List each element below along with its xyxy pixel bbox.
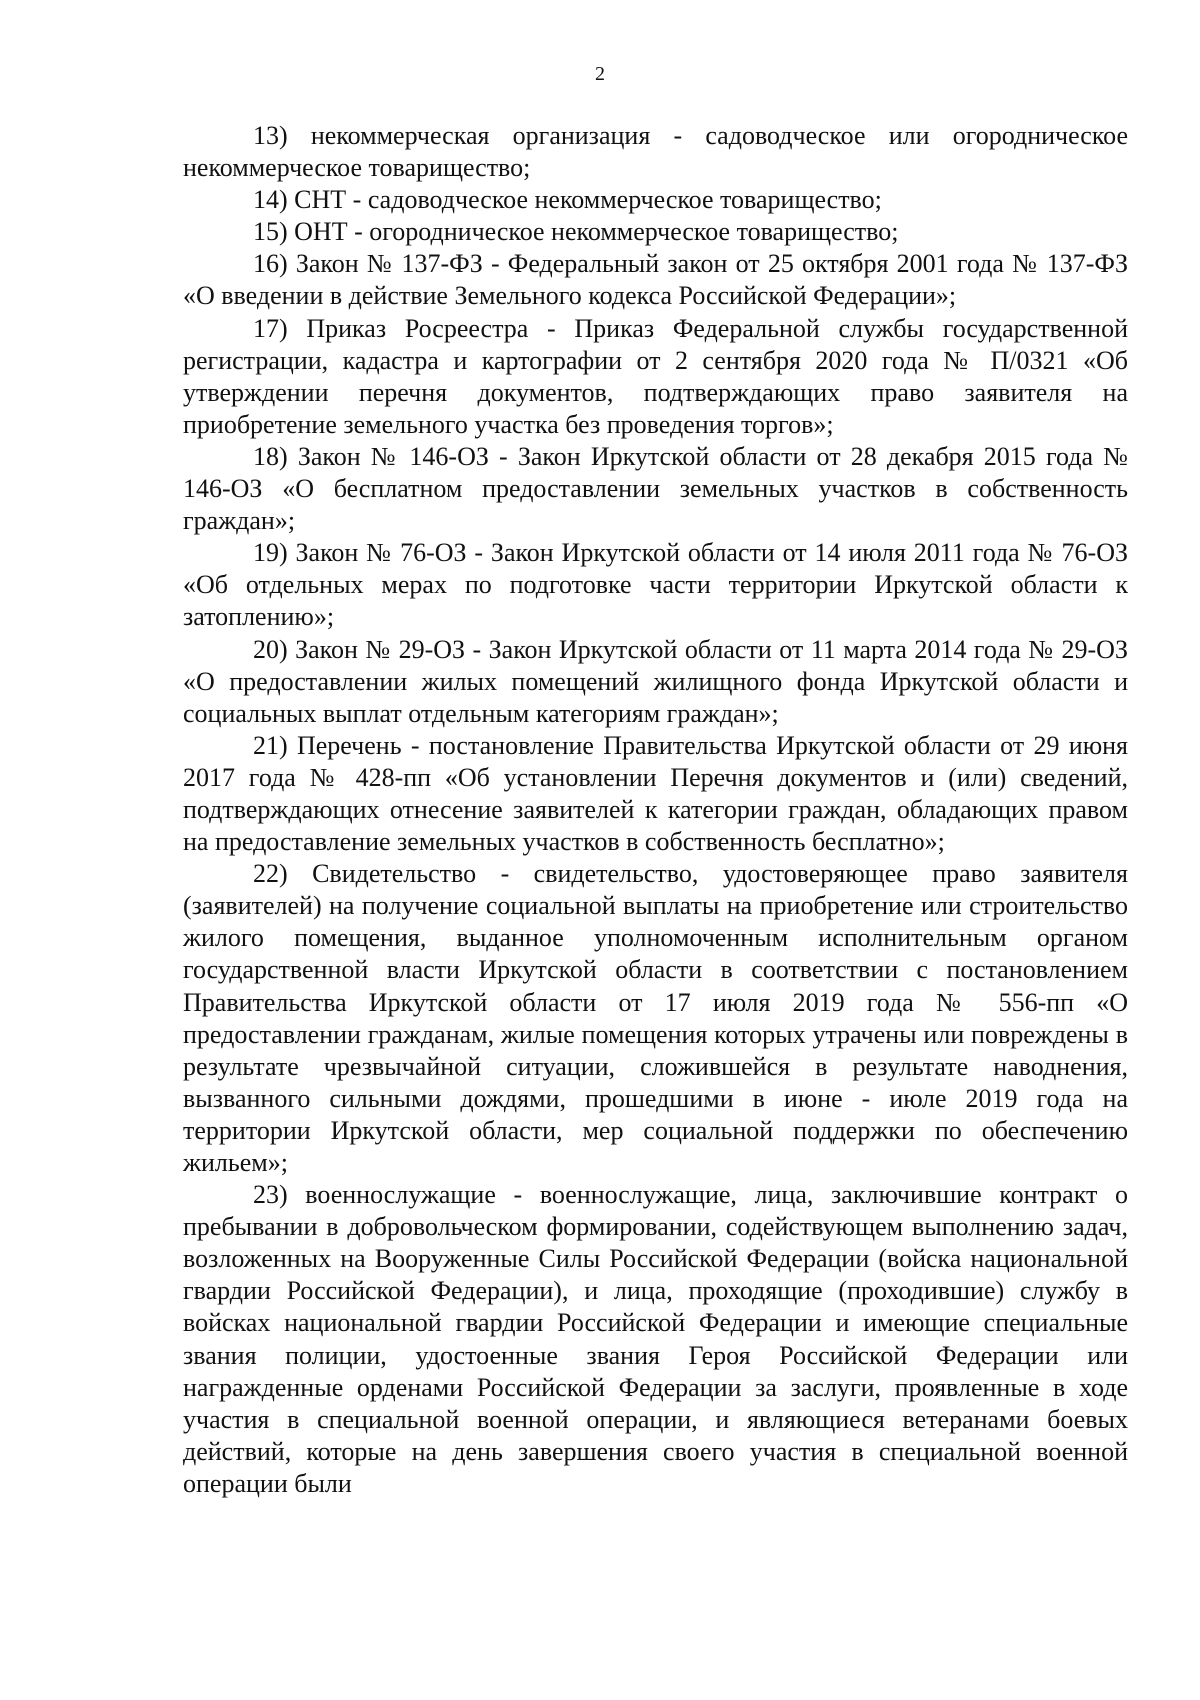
definition-item-13: 13) некоммерческая организация - садоводческое или огородническое некоммерческое товарищество; <box>183 121 1128 183</box>
definition-item-17: 17) Приказ Росреестра - Приказ Федеральной службы государственной регистрации, кадастра и картографии от 2 сентября 2020 года № П/0321 «Об утверждении перечня документов, подтверждающих право заявителя на приобретение земельного участка без проведения торгов»; <box>183 313 1128 439</box>
definition-item-23: 23) военнослужащие - военнослужащие, лица, заключившие контракт о пребывании в добровольческом формировании, содействующем выполнению задач, возложенных на Вооруженные Силы Российской Федерации (войска национальной гвардии Российской Федерации), и лица, проходящие (проходившие) службу в войсках национальной гвардии Российской Федерации и имеющие специальные звания полиции, удостоенные звания Героя Российской Федерации или награжденные орденами Российской Федерации за заслуги, проявленные в ходе участия в специальной военной операции, и являющиеся ветеранами боевых действий, которые на день завершения своего участия в специальной военной операции были <box>183 1180 1128 1498</box>
definition-item-16: 16) Закон № 137-ФЗ - Федеральный закон от 25 октября 2001 года № 137-ФЗ «О введении в действие Земельного кодекса Российской Федерации»; <box>183 249 1128 311</box>
definition-item-22: 22) Свидетельство - свидетельство, удостоверяющее право заявителя (заявителей) на получение социальной выплаты на приобретение или строительство жилого помещения, выданное уполномоченным исполнительным органом государственной власти Иркутской области в соответствии с постановлением Правительства Иркутской области от 17 июля 2019 года № 556-пп «О предоставлении гражданам, жилые помещения которых утрачены или повреждены в результате чрезвычайной ситуации, сложившейся в результате наводнения, вызванного сильными дождями, прошедшими в июне - июле 2019 года на территории Иркутской области, мер социальной поддержки по обеспечению жильем»; <box>183 859 1128 1177</box>
definition-item-19: 19) Закон № 76-ОЗ - Закон Иркутской области от 14 июля 2011 года № 76-ОЗ «Об отдельных мерах по подготовке части территории Иркутской области к затоплению»; <box>183 538 1128 632</box>
definition-item-20: 20) Закон № 29-ОЗ - Закон Иркутской области от 11 марта 2014 года № 29-ОЗ «О предоставлении жилых помещений жилищного фонда Иркутской области и социальных выплат отдельным категориям граждан»; <box>183 634 1128 728</box>
definition-item-15: 15) ОНТ - огородническое некоммерческое товарищество; <box>253 217 899 247</box>
definition-item-14: 14) СНТ - садоводческое некоммерческое товарищество; <box>253 185 882 215</box>
page-number: 2 <box>595 63 605 85</box>
definition-item-18: 18) Закон № 146-ОЗ - Закон Иркутской области от 28 декабря 2015 года № 146-ОЗ «О бесплатном предоставлении земельных участков в собственность граждан»; <box>183 441 1128 536</box>
document-body <box>183 120 1128 1500</box>
definition-item-21: 21) Перечень - постановление Правительства Иркутской области от 29 июня 2017 года № 428-пп «Об установлении Перечня документов и (или) сведений, подтверждающих отнесение заявителей к категории граждан, обладающих правом на предоставление земельных участков в собственность бесплатно»; <box>183 730 1128 857</box>
